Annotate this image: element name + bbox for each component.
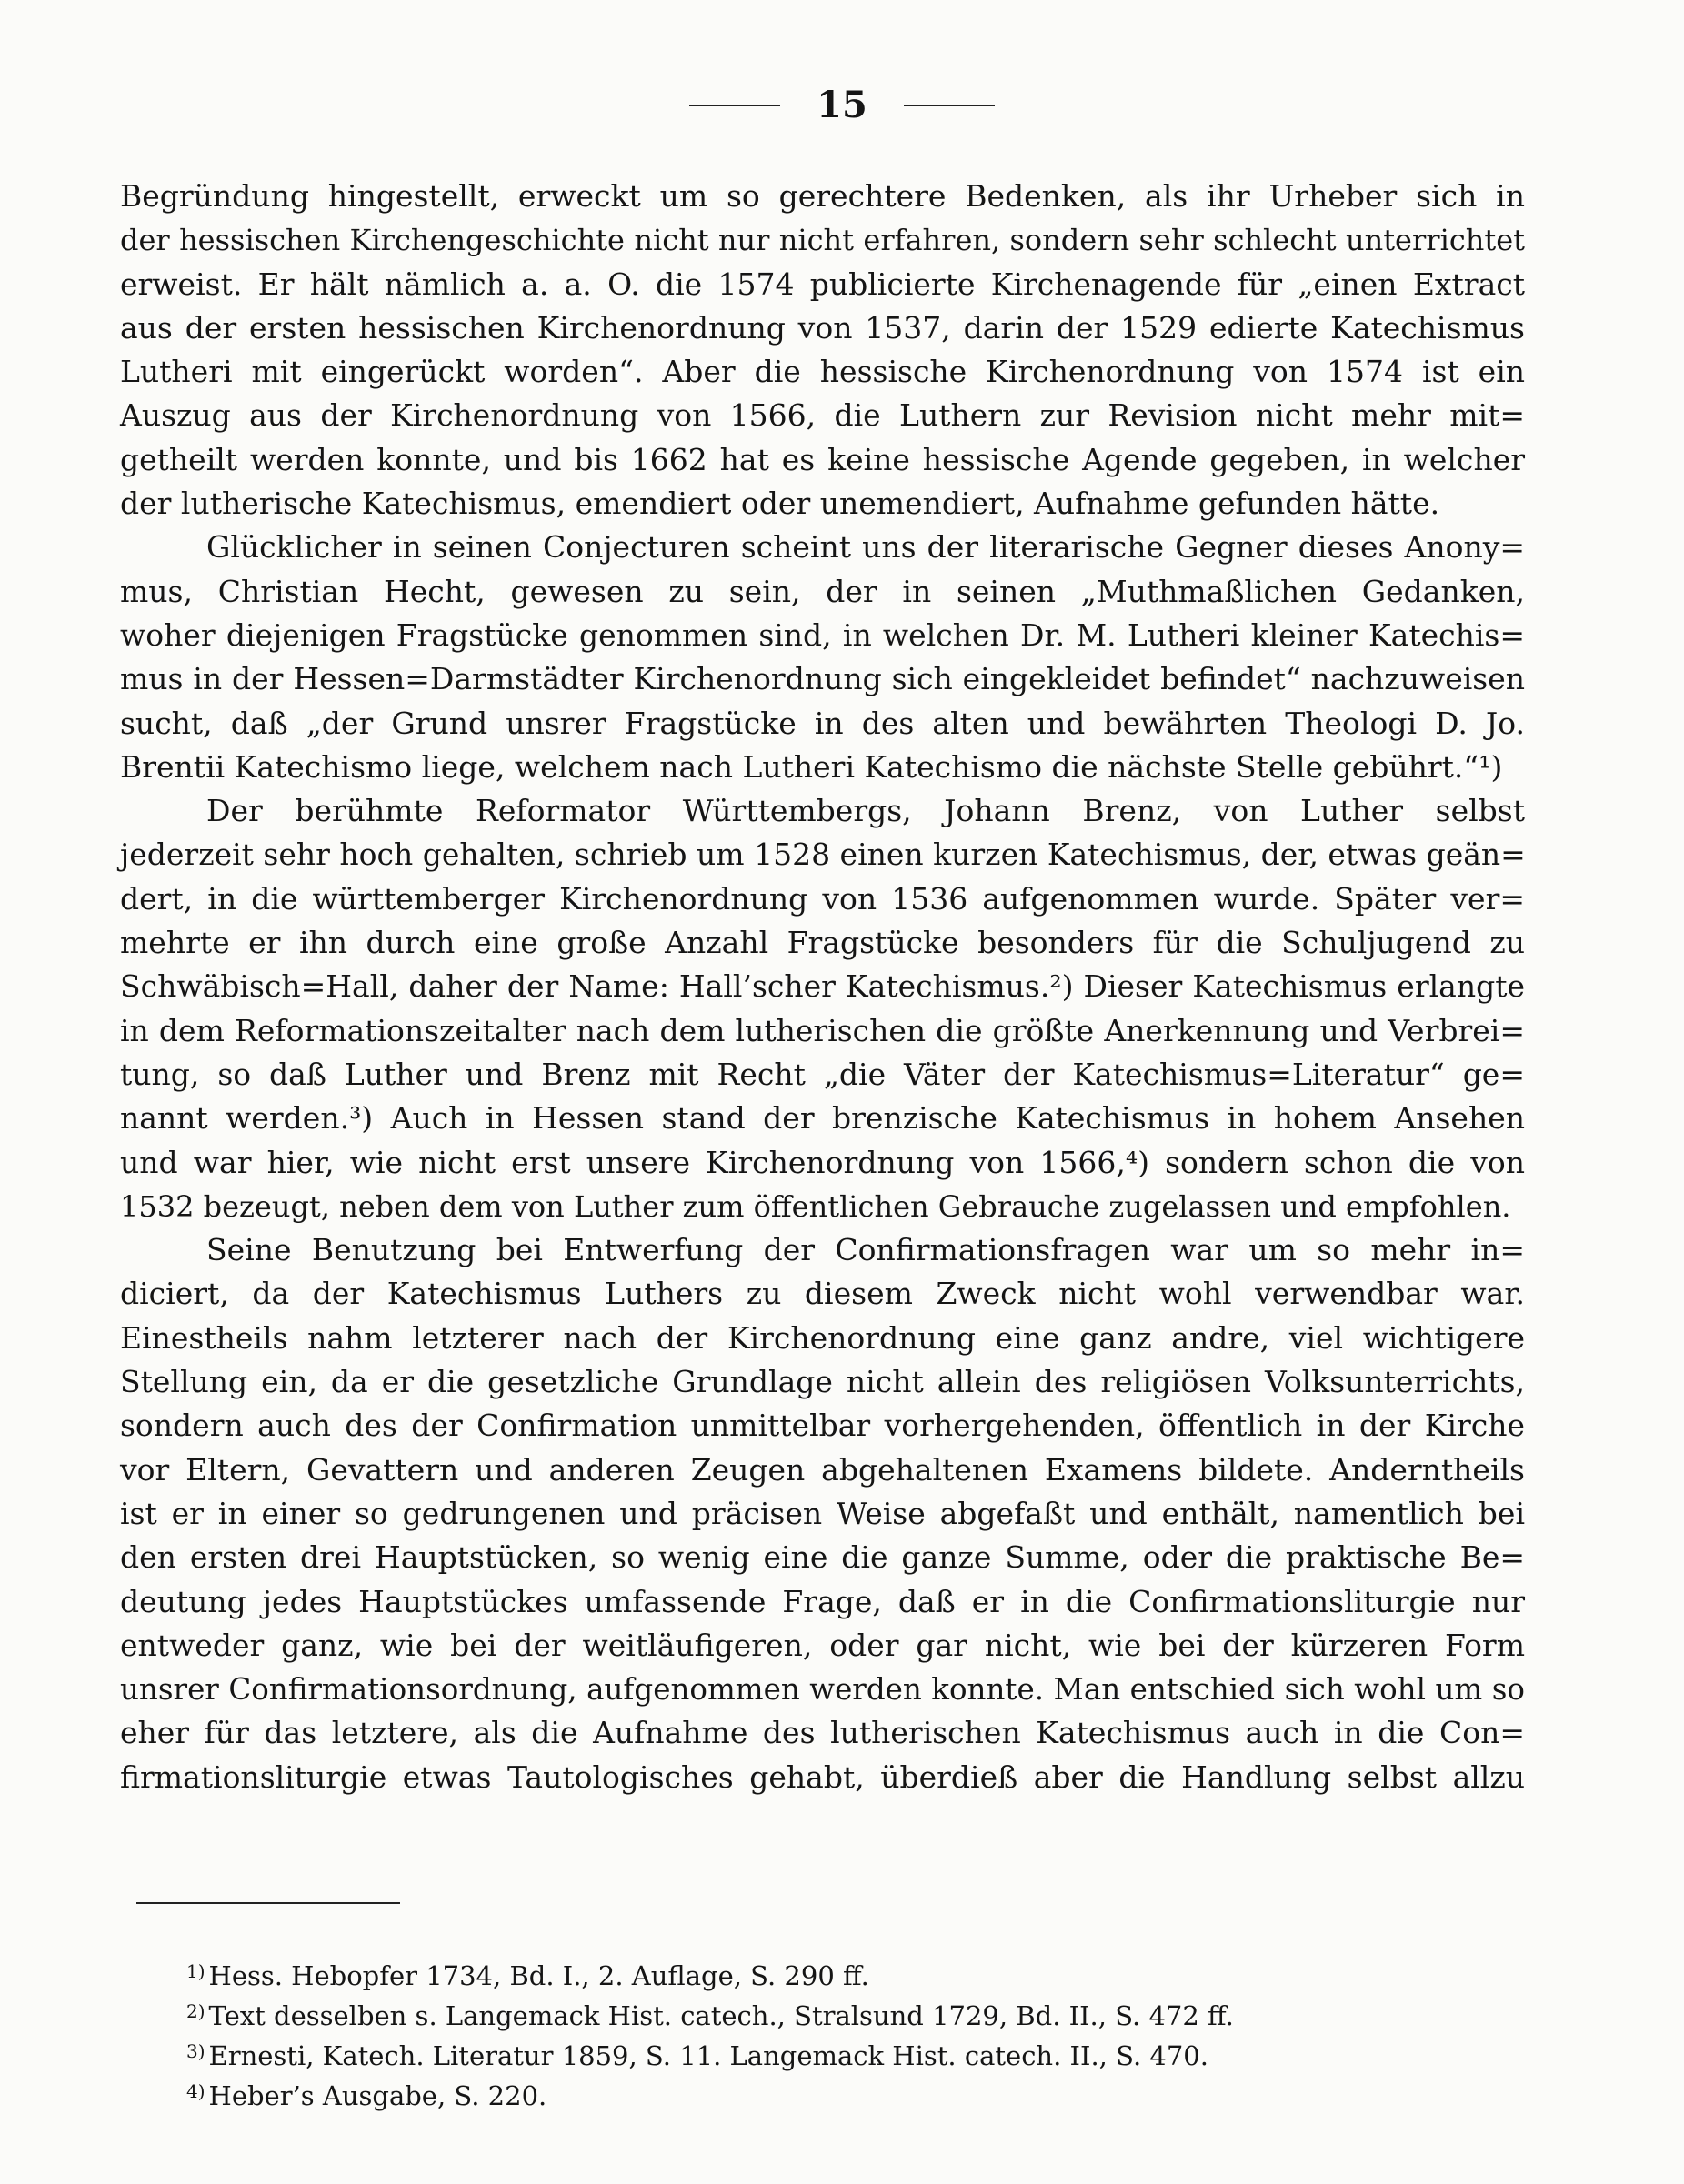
text-line: nannt werden.³) Auch in Hessen stand der brenzische Katechismus in hohem Ansehen (120, 1100, 1525, 1137)
text-line: sucht, daß „der Grund unsrer Fragstücke in des alten und bewährten Theologi D. Jo. (120, 705, 1525, 741)
text-line: und war hier, wie nicht erst unsere Kirchenordnung von 1566,⁴) sondern schon die von (120, 1144, 1525, 1180)
footnote (186, 2031, 1505, 2071)
paragraph-start-line: Seine Benutzung bei Entwerfung der Confirmationsfragen war um so mehr in= (206, 1232, 1525, 1268)
right-rule (904, 105, 995, 106)
text-line: den ersten drei Hauptstücken, so wenig eine die ganze Summe, oder die praktische Be= (120, 1539, 1525, 1576)
footnote (186, 1951, 1505, 1991)
text-line: der lutherische Katechismus, emendiert oder unemendiert, Aufnahme gefunden hätte. (120, 486, 1440, 522)
text-line: tung, so daß Luther und Brenz mit Recht „die Väter der Katechismus=Literatur“ ge= (120, 1056, 1525, 1092)
text-line: unsrer Confirmationsordnung, aufgenommen werden konnte. Man entschied sich wohl um so (120, 1672, 1525, 1708)
text-line: deutung jedes Hauptstückes umfassende Frage, daß er in die Confirmationsliturgie nur (120, 1583, 1525, 1619)
footnote-marker: 3) (186, 2040, 205, 2062)
left-rule (689, 105, 780, 106)
text-line: mehrte er ihn durch eine große Anzahl Fragstücke besonders für die Schuljugend zu (120, 925, 1525, 961)
footnote (186, 2071, 1505, 2111)
text-line: diciert, da der Katechismus Luthers zu diesem Zweck nicht wohl verwendbar war. (120, 1276, 1525, 1312)
footnote-marker: 1) (186, 1960, 205, 1982)
text-line: vor Eltern, Gevattern und anderen Zeugen abgehaltenen Examens bildete. Anderntheils (120, 1451, 1525, 1488)
text-line: der hessischen Kirchengeschichte nicht nur nicht erfahren, sondern sehr schlecht unterrichtet (120, 223, 1525, 258)
text-line: Stellung ein, da er die gesetzliche Grundlage nicht allein des religiösen Volksunterrichts, (120, 1364, 1525, 1400)
footnote-text: Ernesti, Katech. Literatur 1859, S. 11. Langemack Hist. catech. II., S. 470. (208, 2040, 1208, 2071)
page-number: 15 (817, 84, 867, 126)
text-line: Brentii Katechismo liege, welchem nach Lutheri Katechismo die nächste Stelle gebührt.“¹) (120, 748, 1503, 785)
paragraph-start-line: Glücklicher in seinen Conjecturen scheint uns der literarische Gegner dieses Anony= (206, 529, 1525, 566)
text-line: mus, Christian Hecht, gewesen zu sein, der in seinen „Muthmaßlichen Gedanken, (120, 573, 1525, 609)
text-line: 1532 bezeugt, neben dem von Luther zum öffentlichen Gebrauche zugelassen und empfohlen. (120, 1188, 1511, 1224)
text-line: Auszug aus der Kirchenordnung von 1566, die Luthern zur Revision nicht mehr mit= (120, 397, 1525, 434)
text-line: eher für das letztere, als die Aufnahme des lutherischen Katechismus auch in die Con= (120, 1715, 1525, 1751)
text-line: Begründung hingestellt, erweckt um so gerechtere Bedenken, als ihr Urheber sich in (120, 178, 1525, 214)
text-line: erweist. Er hält nämlich a. a. O. die 1574 publicierte Kirchenagende für „einen Extract (120, 265, 1525, 302)
text-line: firmationsliturgie etwas Tautologisches gehabt, überdieß aber die Handlung selbst allzu (120, 1758, 1525, 1795)
text-line: Schwäbisch=Hall, daher der Name: Hall’scher Katechismus.²) Dieser Katechismus erlangte (120, 968, 1525, 1005)
footnote-marker: 4) (186, 2080, 205, 2102)
text-line: ist er in einer so gedrungenen und präcisen Weise abgefaßt und enthält, namentlich bei (120, 1495, 1525, 1531)
text-line: Lutheri mit eingerückt worden“. Aber die hessische Kirchenordnung von 1574 ist ein (120, 354, 1525, 390)
text-line: jederzeit sehr hoch gehalten, schrieb um 1528 einen kurzen Katechismus, der, etwas geän= (120, 837, 1526, 873)
footnotes (186, 1951, 1505, 2111)
text-line: aus der ersten hessischen Kirchenordnung von 1537, darin der 1529 edierte Katechismus (120, 309, 1525, 346)
footnote-divider (136, 1902, 400, 1904)
text-line: entweder ganz, wie bei der weitläufigeren, oder gar nicht, wie bei der kürzeren Form (120, 1627, 1525, 1663)
footnote-text: Text desselben s. Langemack Hist. catech., Stralsund 1729, Bd. II., S. 472 ff. (208, 2000, 1234, 2031)
text-line: Einestheils nahm letzterer nach der Kirchenordnung eine ganz andre, viel wichtigere (120, 1319, 1525, 1356)
text-line: in dem Reformationszeitalter nach dem lutherischen die größte Anerkennung und Verbrei= (120, 1012, 1525, 1048)
text-line: getheilt werden konnte, und bis 1662 hat es keine hessische Agende gegeben, in welcher (120, 441, 1525, 477)
text-line: woher diejenigen Fragstücke genommen sind, in welchen Dr. M. Lutheri kleiner Katechis= (120, 616, 1525, 653)
footnote (186, 1991, 1505, 2031)
text-line: sondern auch des der Confirmation unmittelbar vorhergehenden, öffentlich in der Kirche (120, 1408, 1525, 1444)
paragraph-start-line: Der berühmte Reformator Württembergs, Johann Brenz, von Luther selbst (206, 793, 1525, 829)
page-number-header (0, 84, 1684, 126)
footnote-text: Hess. Hebopfer 1734, Bd. I., 2. Auflage, S. 290 ff. (208, 1960, 869, 1991)
footnote-text: Heber’s Ausgabe, S. 220. (208, 2080, 547, 2111)
footnote-marker: 2) (186, 2000, 205, 2022)
body-text (120, 175, 1525, 1799)
text-line: dert, in die württemberger Kirchenordnung von 1536 aufgenommen wurde. Später ver= (120, 880, 1525, 917)
text-line: mus in der Hessen=Darmstädter Kirchenordnung sich eingekleidet befindet“ nachzuweisen (120, 661, 1525, 697)
